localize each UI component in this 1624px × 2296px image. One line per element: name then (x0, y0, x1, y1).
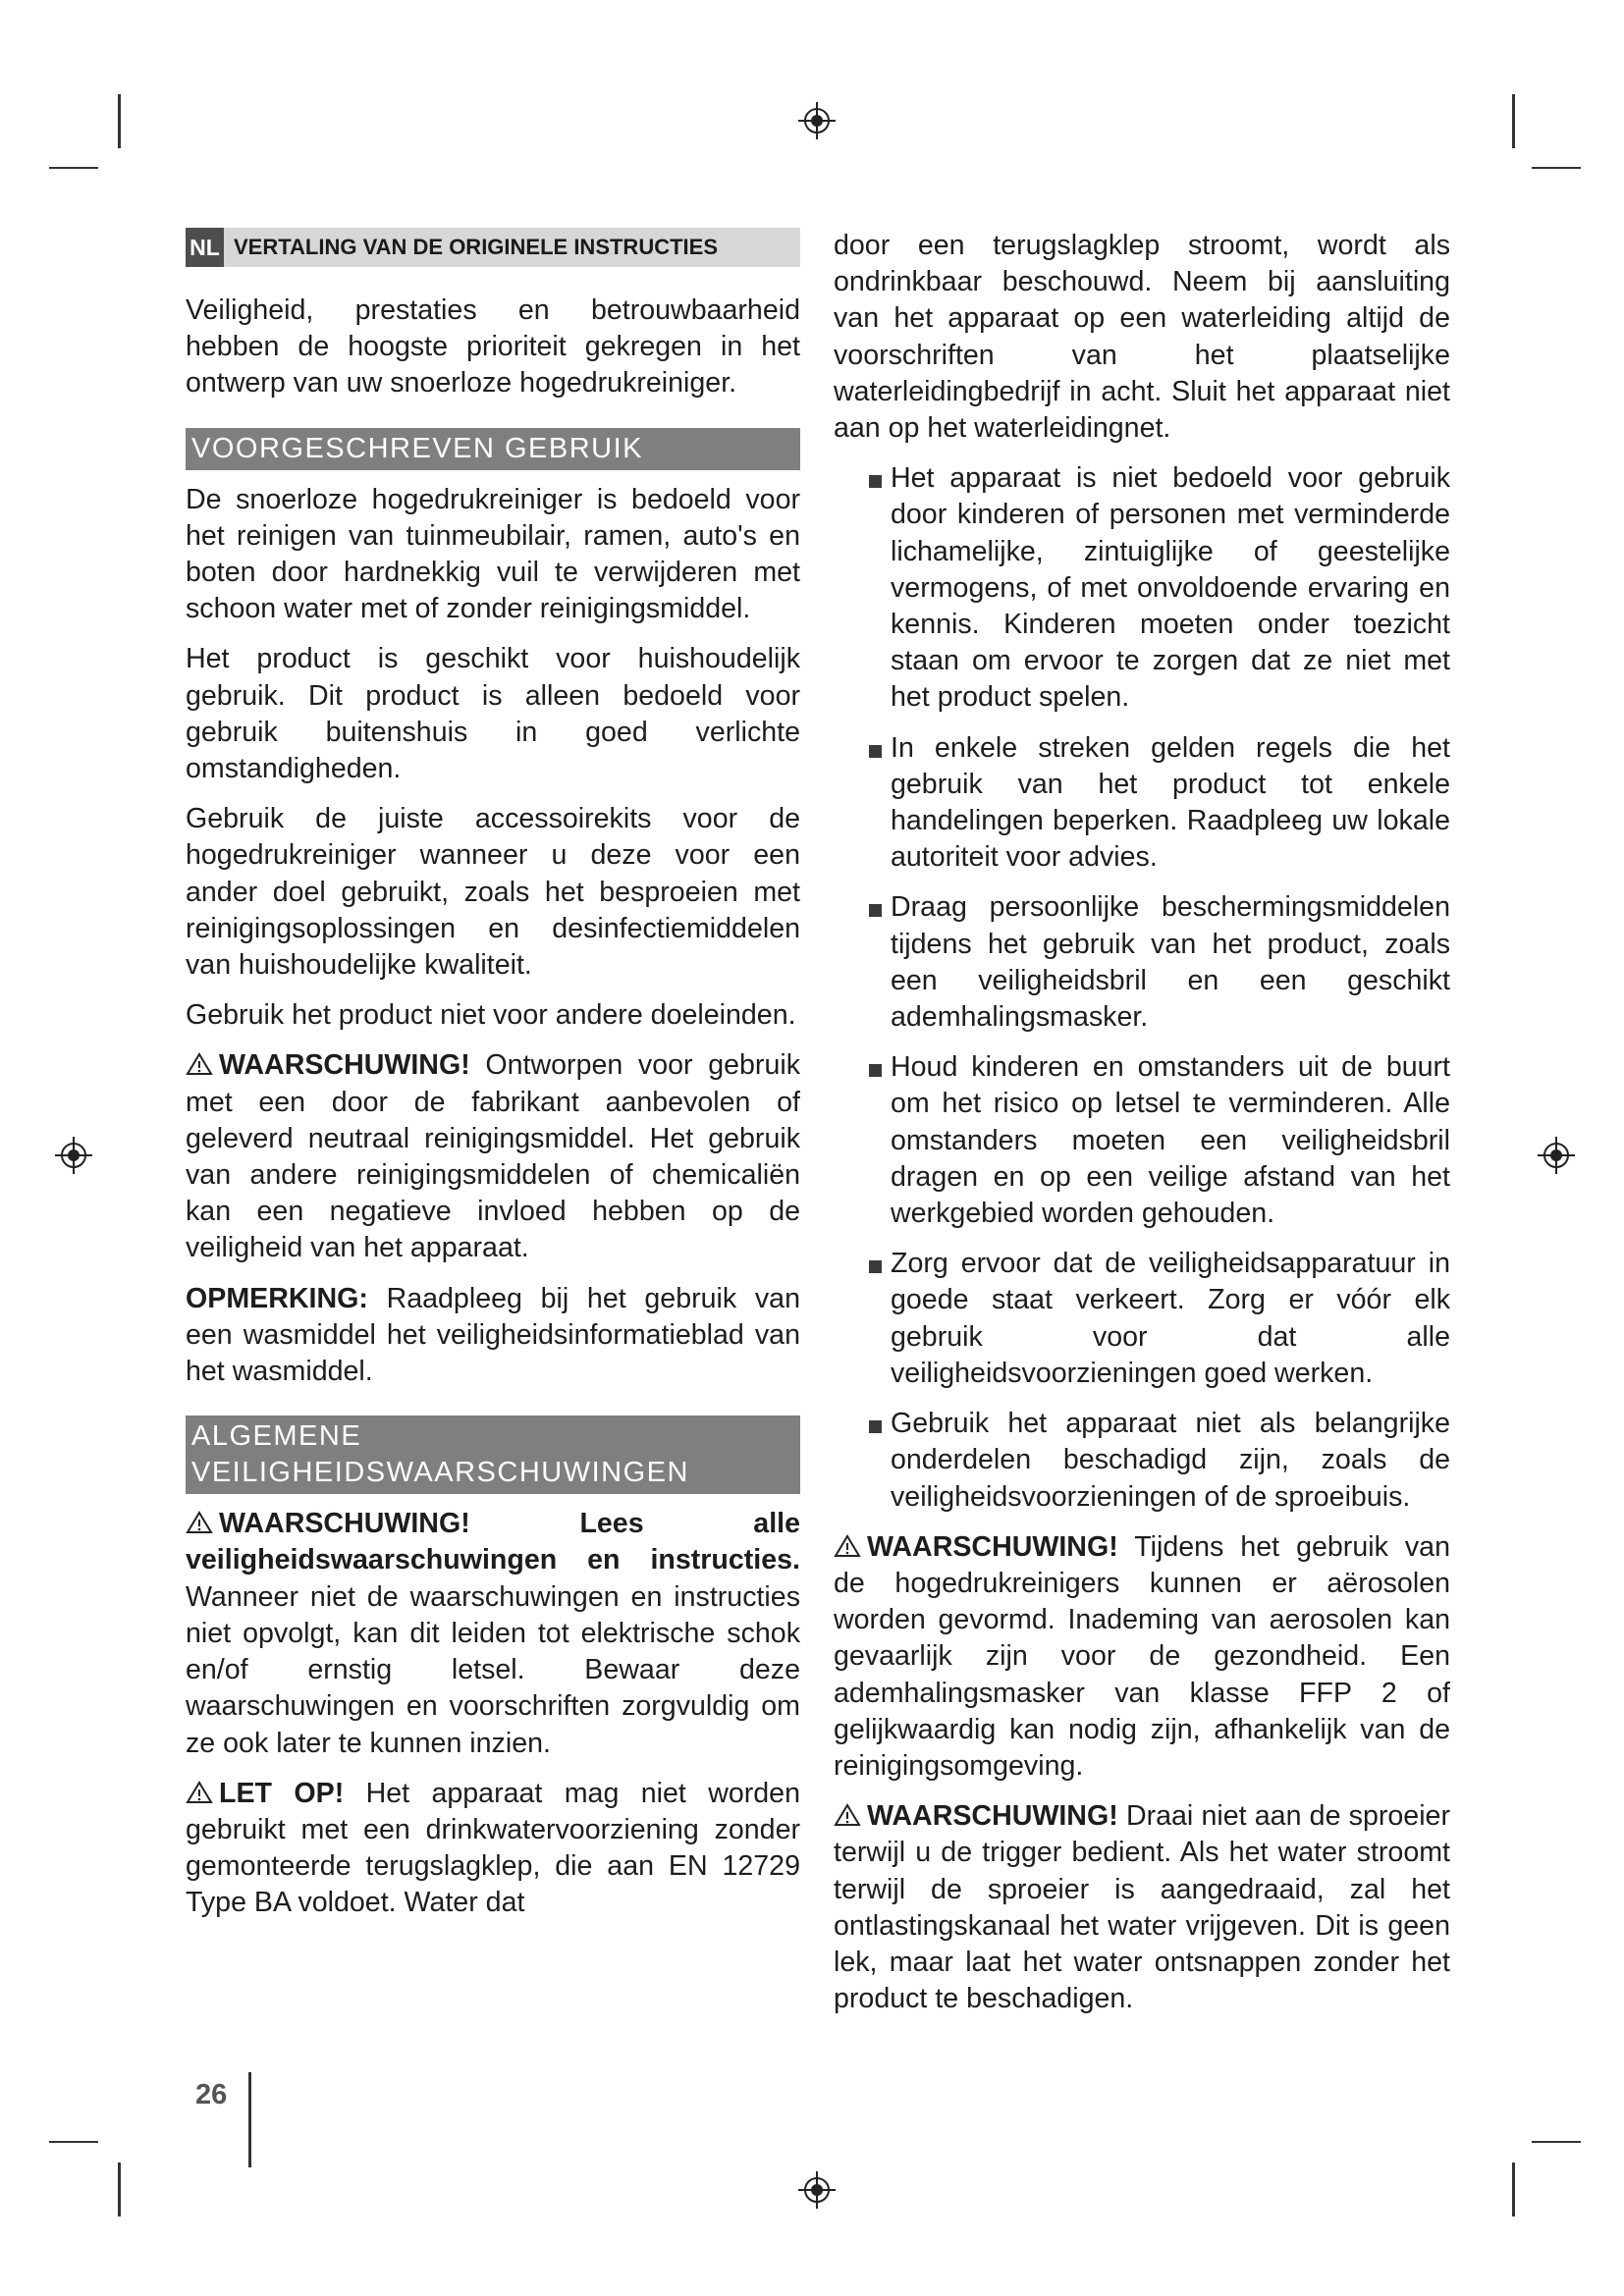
list-item-text: Draag persoonlijke beschermingsmiddelen tijdens het gebruik van het product, zoals een veiligheidsbril en een geschikt ademhalingsmasker. (891, 891, 1450, 1034)
warning-label: WAARSCHUWING! (219, 1049, 470, 1082)
caution-label: LET OP! (219, 1777, 345, 1809)
section-heading-general-safety (186, 1415, 800, 1494)
language-code-badge: NL (186, 228, 224, 267)
warning-paragraph (186, 1047, 800, 1266)
list-item (834, 460, 1450, 716)
list-item (834, 889, 1450, 1036)
caution-paragraph (186, 1776, 800, 1922)
warning-label: WAARSCHUWING! (867, 1800, 1118, 1833)
warning-paragraph (834, 1798, 1450, 2017)
safety-bullet-list (834, 460, 1450, 1515)
caution-text: Het apparaat mag niet worden gebruikt met een drinkwatervoorziening zonder gemonteerde terugslagklep, die aan EN 12729 Type BA voldoet. Water dat (186, 1777, 800, 1919)
bullet-square-icon (869, 475, 882, 488)
list-item (834, 1049, 1450, 1232)
registration-mark-icon (798, 2171, 836, 2209)
crop-mark (1532, 2141, 1581, 2143)
left-column (186, 228, 800, 1936)
warning-bold-text: Lees alle veiligheidswaarschuwingen en instructies. (186, 1508, 800, 1576)
warning-triangle-icon (186, 1781, 213, 1804)
section-heading-line: VEILIGHEIDSWAARSCHUWINGEN (191, 1457, 689, 1489)
warning-paragraph (834, 1529, 1450, 1785)
crop-mark (1512, 2163, 1515, 2216)
body-paragraph: De snoerloze hogedrukreiniger is bedoeld voor het reinigen van tuinmeubilair, ramen, auto's en boten door hardnekkig vuil te verwijderen met schoon water met of zonder reinigingsmiddel. (186, 483, 800, 625)
list-item (834, 730, 1450, 877)
registration-mark-icon (798, 102, 836, 139)
list-item-text: Zorg ervoor dat de veiligheidsapparatuur in goede staat verkeert. Zorg er vóór elk gebruik voor dat alle veiligheidsvoorzieningen goed werken. (891, 1248, 1450, 1389)
bullet-square-icon (869, 745, 882, 758)
language-header (186, 228, 800, 267)
registration-mark-icon (55, 1137, 92, 1174)
crop-mark (1532, 167, 1581, 169)
page-number: 26 (195, 2079, 228, 2110)
list-item-text: Houd kinderen en omstanders uit de buurt om het risico op letsel te verminderen. Alle omstanders moeten een veiligheidsbril dragen en op een veilige afstand van het werkgebied worden gehouden. (891, 1051, 1450, 1230)
note-paragraph (186, 1281, 800, 1391)
warning-text: Ontworpen voor gebruik met een door de fabrikant aanbevolen of geleverd neutraal reinigingsmiddel. Het gebruik van andere reinigingsmiddelen of chemicaliën kan een negatieve invloed hebben op de veiligheid van het apparaat. (186, 1049, 800, 1264)
warning-label: WAARSCHUWING! (219, 1508, 470, 1540)
warning-triangle-icon (834, 1534, 861, 1558)
crop-mark (1512, 94, 1515, 148)
bullet-square-icon (869, 1064, 882, 1077)
warning-triangle-icon (834, 1803, 861, 1827)
crop-mark (49, 167, 98, 169)
page-number-divider (248, 2072, 251, 2167)
note-text: Raadpleeg bij het gebruik van een wasmiddel het veiligheidsinformatieblad van het wasmiddel. (186, 1282, 800, 1388)
warning-text: Draai niet aan de sproeier terwijl u de trigger bedient. Als het water stroomt terwijl de sproeier is aangedraaid, zal het ontlastingskanaal het water vrijgeven. Dit is geen lek, maar laat het water ontsnappen zonder het product te beschadigen. (834, 1800, 1450, 2015)
continuation-paragraph: door een terugslagklep stroomt, wordt als ondrinkbaar beschouwd. Neem bij aansluiting van het apparaat op een waterleiding altijd de voorschriften van het plaatselijke waterleidingbedrijf in acht. Sluit het apparaat niet aan op het waterleidingnet. (834, 230, 1450, 445)
list-item-text: Gebruik het apparaat niet als belangrijke onderdelen beschadigd zijn, zoals de veiligheidsvoorzieningen of de sproeibuis. (891, 1408, 1450, 1513)
warning-text: Tijdens het gebruik van de hogedrukreinigers kunnen er aërosolen worden gevormd. Inademing van aerosolen kan gevaarlijk zijn voor de gezondheid. Een ademhalingsmasker van klasse FFP 2 of gelijkwaardig kan nodig zijn, afhankelijk van de reinigingsomgeving. (834, 1530, 1450, 1782)
section-heading-line: ALGEMENE (191, 1420, 362, 1453)
intro-paragraph: Veiligheid, prestaties en betrouwbaarheid hebben de hoogste prioriteit gekregen in het ontwerp van uw snoerloze hogedrukreiniger. (186, 294, 800, 400)
bullet-square-icon (869, 1260, 882, 1273)
body-paragraph: Het product is geschikt voor huishoudelijk gebruik. Dit product is alleen bedoeld voor gebruik buitenshuis in goed verlichte omstandigheden. (186, 643, 800, 785)
list-item (834, 1406, 1450, 1516)
warning-text: Wanneer niet de waarschuwingen en instructies niet opvolgt, kan dit leiden tot elektrische schok en/of ernstig letsel. Bewaar deze waarschuwingen en voorschriften zorgvuldig om ze ook later te kunnen inzien. (186, 1580, 800, 1759)
list-item-text: In enkele streken gelden regels die het gebruik van het product tot enkele handelingen beperken. Raadpleeg uw lokale autoriteit voor advies. (891, 731, 1450, 874)
list-item (834, 1246, 1450, 1392)
body-paragraph: Gebruik de juiste accessoirekits voor de hogedrukreiniger wanneer u deze voor een ander doel gebruikt, zoals het besproeien met reinigingsoplossingen en desinfectiemiddelen van huishoudelijke kwaliteit. (186, 803, 800, 982)
warning-triangle-icon (186, 1511, 213, 1534)
bullet-square-icon (869, 1420, 882, 1433)
section-heading-intended-use: VOORGESCHREVEN GEBRUIK (186, 428, 800, 470)
crop-mark (118, 94, 121, 148)
note-label: OPMERKING: (186, 1282, 368, 1314)
warning-triangle-icon (186, 1052, 213, 1076)
warning-label: WAARSCHUWING! (867, 1530, 1118, 1563)
crop-mark (118, 2163, 121, 2216)
list-item-text: Het apparaat is niet bedoeld voor gebruik door kinderen of personen met verminderde lichamelijke, zintuiglijke of geestelijke vermogens, of met onvoldoende ervaring en kennis. Kinderen moeten onder toezicht staan om ervoor te zorgen dat ze niet met het product spelen. (891, 462, 1450, 714)
registration-mark-icon (1538, 1137, 1575, 1174)
body-paragraph: Gebruik het product niet voor andere doeleinden. (186, 999, 796, 1032)
language-header-title: VERTALING VAN DE ORIGINELE INSTRUCTIES (234, 235, 718, 259)
right-column (834, 228, 1450, 2031)
crop-mark (49, 2141, 98, 2143)
warning-paragraph (186, 1506, 800, 1761)
bullet-square-icon (869, 904, 882, 917)
